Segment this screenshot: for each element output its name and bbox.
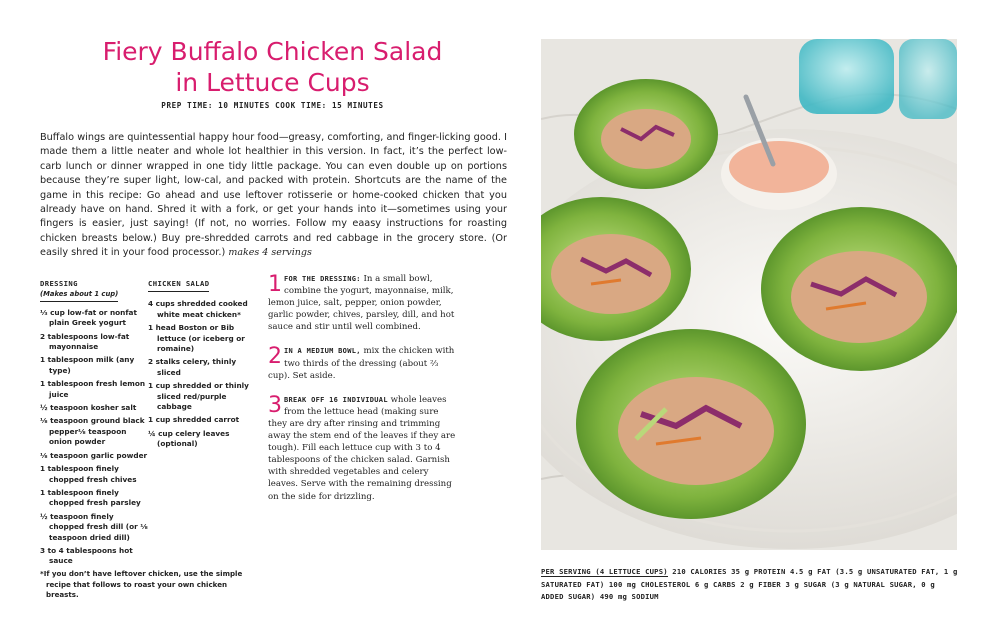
- nutrition-facts: [541, 566, 959, 604]
- step-2: [268, 345, 458, 381]
- ingredient: 1 tablespoon finely chopped fresh chives: [40, 464, 137, 484]
- step-number: 1: [268, 272, 282, 297]
- ingredient: ⅓ cup low-fat or nonfat plain Greek yogurt: [40, 307, 137, 328]
- ingredient: ¼ cup celery leaves (optional): [148, 428, 230, 449]
- title-line-1: Fiery Buffalo Chicken Salad: [102, 37, 443, 66]
- step-text: whole leaves from the lettuce head (making sure they are dry after rinsing and trimming away the stem end of the leaves if they are tough). Fill each lettuce cup with 3 to 4 tablespoons of the chicken salad. Garnish with shredded vegetables and celery leaves. Serve with the remaining dressing on the side for drizzling.: [268, 394, 456, 502]
- ingredient: 1 cup shredded or thinly sliced red/purple cabbage: [148, 381, 249, 412]
- salad-column: [148, 279, 261, 453]
- ingredient: 1 tablespoon fresh lemon juice: [40, 379, 146, 399]
- ingredient: 1 tablespoon finely chopped fresh parsley: [40, 487, 141, 508]
- instructions: [268, 273, 458, 515]
- prep-time: PREP TIME: 10 MINUTES COOK TIME: 15 MINUTES: [161, 101, 384, 110]
- nutrition-text: 210 CALORIES 35 g PROTEIN 4.5 g FAT (3.5 g UNSATURATED FAT, 1 g SATURATED FAT) 100 mg CHOLESTEROL 6 g CARBS 2 g FIBER 3 g SUGAR (3 g NATURAL SUGAR, 0 g ADDED SUGAR) 490 mg SODIUM: [541, 567, 958, 601]
- salad-heading: CHICKEN SALAD: [148, 279, 209, 292]
- intro-text: Buffalo wings are quintessential happy hour food—greasy, comforting, and finger-licking good. I made them a little neater and whole lot healthier in this version. In fact, it’s the perfect low-carb lunch or dinner wrapped in one tidy little package. You can even double up on portions because they’re super light, low-cal, and packed with protein. Shortcuts are the name of the game in this recipe: Go ahead and use leftover rotisserie or home-cooked chicken that you already have on hand. Shred it with a fork, or get your hands into it—sometimes using your fingers is easier, just saying! (If not, no worries. Follow my eaasy instructions for roasting chicken breasts below.) Buy pre-shredded carrots and red cabbage in the grocery store. (Or easily shred it in your food processor.): [40, 132, 507, 259]
- lettuce-cup: [761, 207, 957, 371]
- step-lead: BREAK OFF 16 INDIVIDUAL: [284, 395, 388, 404]
- servings: makes 4 servings: [228, 247, 312, 259]
- lettuce-cups-illustration: [541, 39, 957, 550]
- ingredient: ½ teaspoon kosher salt: [40, 403, 137, 413]
- ingredient: ½ teaspoon finely chopped fresh dill (or ⅛ teaspoon dried dill): [40, 511, 148, 542]
- title-line-2: in Lettuce Cups: [175, 68, 370, 97]
- lettuce-cup: [576, 329, 806, 519]
- step-text: mix the chicken with two thirds of the dressing (about ⅔ cup). Set aside.: [268, 346, 455, 381]
- ingredient: 2 stalks celery, thinly sliced: [148, 357, 237, 377]
- ingredient: 3 to 4 tablespoons hot sauce: [40, 545, 133, 566]
- recipe-title: [40, 36, 505, 98]
- step-lead: FOR THE DRESSING:: [284, 275, 361, 283]
- food-photo: [541, 39, 957, 550]
- step-number: 3: [268, 392, 282, 418]
- ingredient: 1 head Boston or Bib lettuce (or iceberg or romaine): [148, 323, 245, 354]
- dressing-heading: DRESSING: [40, 279, 78, 288]
- step-lead: IN A MEDIUM BOWL,: [284, 347, 361, 356]
- ingredient: 1 tablespoon milk (any type): [40, 355, 135, 375]
- ingredient: ⅛ teaspoon garlic powder: [40, 450, 148, 460]
- lettuce-cup: [574, 79, 718, 189]
- dressing-subheading: (Makes about 1 cup): [40, 289, 118, 301]
- ingredient: 1 cup shredded carrot: [148, 415, 240, 425]
- ingredient: ⅛ teaspoon ground black pepper⅛ teaspoon onion powder: [40, 416, 145, 447]
- step-1: [268, 273, 458, 333]
- footnote: *If you don’t have leftover chicken, use the simple recipe that follows to roast your own chicken breasts.: [40, 569, 243, 599]
- step-text: In a small bowl, combine the yogurt, mayonnaise, milk, lemon juice, salt, pepper, onion powder, garlic powder, chives, parsley, dill, and hot sauce and stir until well combined.: [268, 274, 455, 333]
- intro-paragraph: [40, 131, 507, 261]
- ingredient: 2 tablespoons low-fat mayonnaise: [40, 331, 130, 352]
- nutrition-lead: PER SERVING (4 LETTUCE CUPS): [541, 567, 668, 576]
- step-3: [268, 394, 458, 503]
- dressing-column: [40, 279, 148, 570]
- ingredient: 4 cups shredded cooked white meat chicken*: [148, 299, 248, 319]
- step-number: 2: [268, 344, 282, 370]
